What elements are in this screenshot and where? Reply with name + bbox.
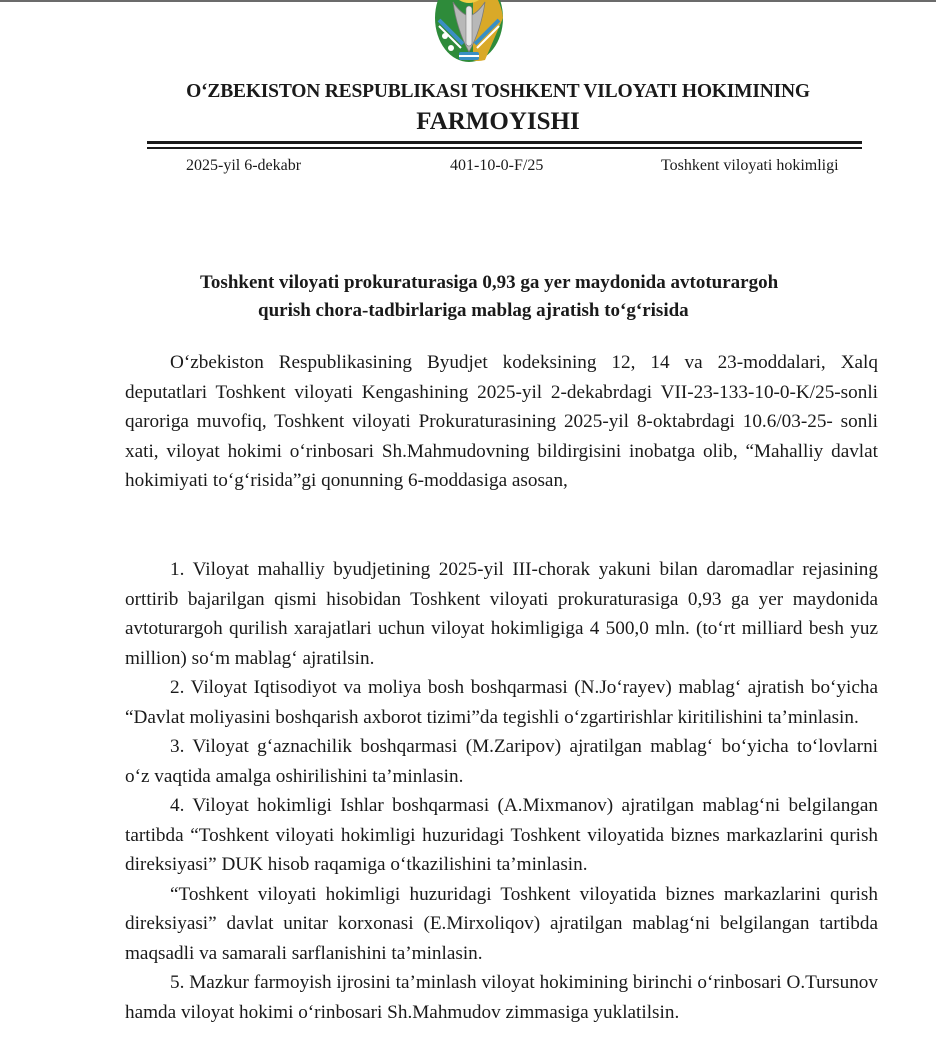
document-number: 401-10-0-F/25 [450, 157, 544, 174]
document-type-title: FARMOYISHI [416, 108, 580, 135]
clause-4: 4. Viloyat hokimligi Ishlar boshqarmasi (A.Mixmanov) ajratilgan mablag‘ni belgilangan tartibda “Toshkent viloyati hokimligi huzuridagi Toshkent viloyatida biznes markazlarini qurish direksiyasi” DUK hisob raqamiga o‘tkazilishini ta’minlasin. [125, 795, 878, 875]
document-subject [150, 269, 890, 325]
subject-line-1: Toshkent viloyati prokuraturasiga 0,93 ga yer maydonida avtoturargoh [200, 272, 779, 293]
document-date: 2025-yil 6-dekabr [186, 157, 302, 174]
state-emblem-icon [433, 0, 505, 64]
issuing-authority-title: O‘ZBEKISTON RESPUBLIKASI TOSHKENT VILOYATI HOKIMINING [186, 81, 810, 102]
clause-3: 3. Viloyat g‘aznachilik boshqarmasi (M.Zaripov) ajratilgan mablag‘ bo‘yicha to‘lovlarni o‘z vaqtida amalga oshirilishini ta’minlasin. [125, 736, 878, 787]
clause-2: 2. Viloyat Iqtisodiyot va moliya bosh boshqarmasi (N.Jo‘rayev) mablag‘ ajratish bo‘yicha “Davlat moliyasini boshqarish axborot tizimi”da tegishli o‘zgartirishlar kiritilishini ta’minlasin. [125, 677, 878, 728]
clause-4-continuation: “Toshkent viloyati hokimligi huzuridagi Toshkent viloyatida biznes markazlarini qurish direksiyasi” davlat unitar korxonasi (E.Mirxoliqov) ajratilgan mablag‘ni belgilangan tartibda maqsadli va samarali sarflanishini ta’minlasin. [125, 883, 878, 964]
header-divider-thick [147, 141, 862, 144]
preamble-paragraph: O‘zbekiston Respublikasining Byudjet kodeksining 12, 14 va 23-moddalari, Xalq deputatlari Toshkent viloyati Kengashining 2025-yil 2-dekabrdagi VII-23-133-10-0-K/25-sonli qaroriga muvofiq, Toshkent viloyati Prokuraturasining 2025-yil 8-oktabrdagi 10.6/03-25- sonli xati, viloyat hokimi o‘rinbosari Sh.Mahmudovning bildirgisini inobatga olib, “Mahalliy davlat hokimiyati to‘g‘risida”gi qonunning 6-moddasiga asosan, [125, 352, 878, 491]
clause-1: 1. Viloyat mahalliy byudjetining 2025-yil III-chorak yakuni bilan daromadlar rejasining orttirib bajarilgan qismi hisobidan Toshkent viloyati prokuraturasiga 0,93 ga yer maydonida avtoturargoh qurilish xarajatlari uchun viloyat hokimligiga 4 500,0 mln. (to‘rt milliard besh yuz million) so‘m mablag‘ ajratilsin. [125, 559, 878, 669]
header-divider-thin [147, 147, 862, 149]
subject-line-2: qurish chora-tadbirlariga mablag ajratish to‘g‘risida [258, 300, 689, 321]
clause-5: 5. Mazkur farmoyish ijrosini ta’minlash viloyat hokimining birinchi o‘rinbosari O.Tursunov hamda viloyat hokimi o‘rinbosari Sh.Mahmudov zimmasiga yuklatilsin. [125, 972, 878, 1023]
clauses-block [125, 555, 878, 1027]
preamble-block [125, 348, 878, 496]
document-place: Toshkent viloyati hokimligi [661, 157, 839, 174]
